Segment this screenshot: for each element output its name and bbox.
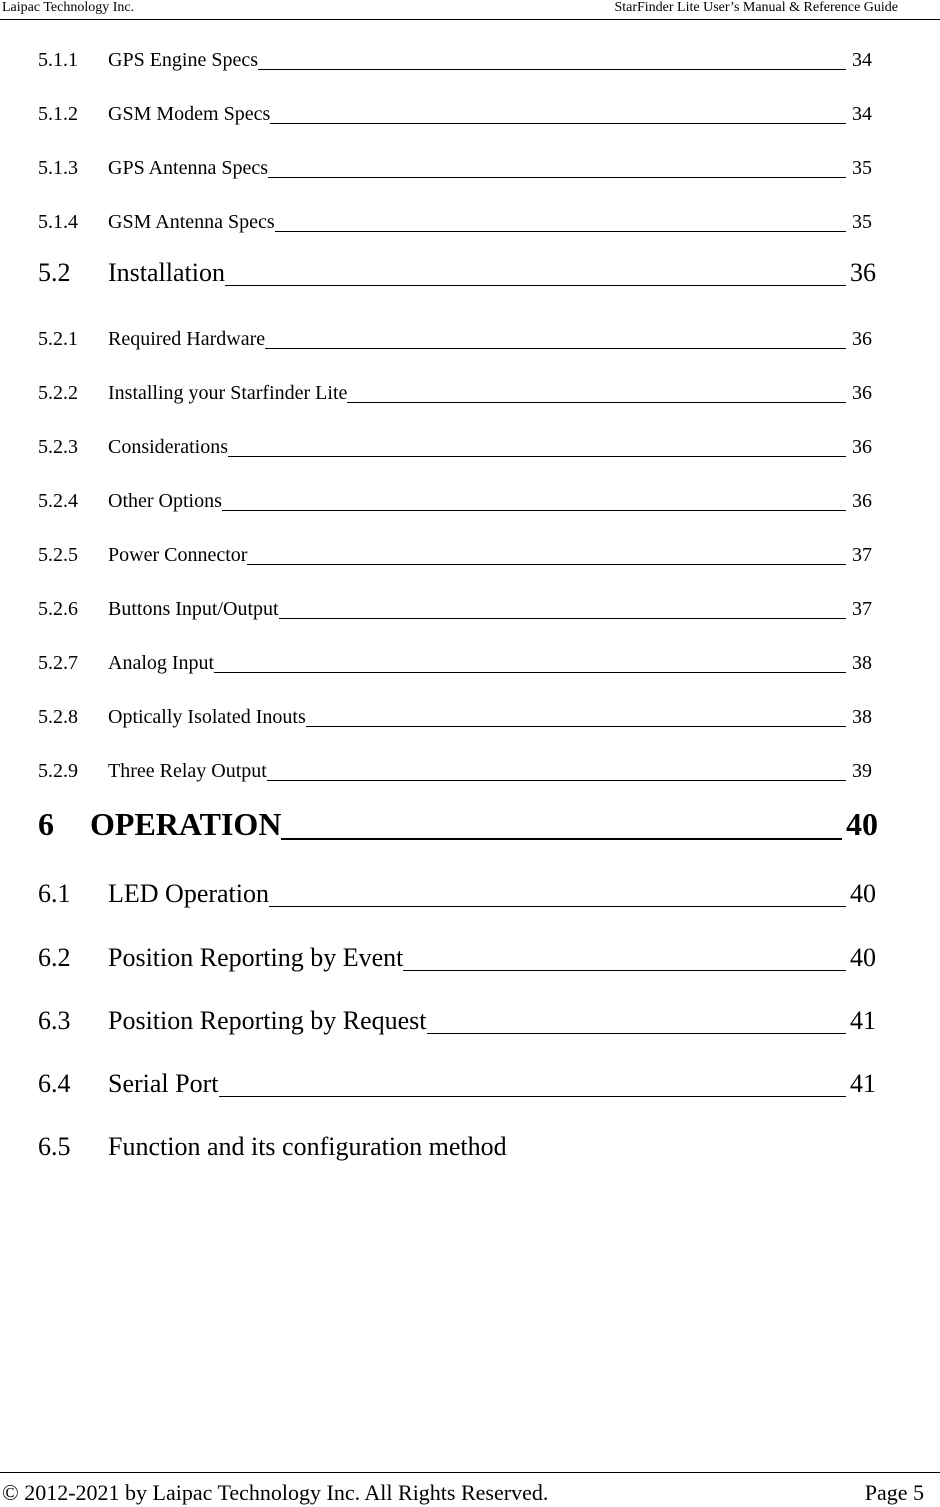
- toc-title: Analog Input: [108, 652, 215, 674]
- toc-title: Installing your Starfinder Lite: [108, 382, 348, 404]
- toc-title: Position Reporting by Request: [108, 1006, 427, 1035]
- toc-title: Three Relay Output: [108, 760, 267, 782]
- footer-page-number: Page 5: [864, 1480, 924, 1505]
- toc-page: 37: [852, 544, 872, 566]
- toc-entry[interactable]: [38, 194, 878, 234]
- toc-number: 5.2.1: [38, 328, 78, 350]
- toc-page: 40: [846, 806, 878, 842]
- toc-page: 36: [850, 258, 876, 287]
- toc-entry[interactable]: [38, 802, 878, 842]
- toc-entry[interactable]: [38, 527, 878, 567]
- toc-title: Function and its configuration method: [108, 1132, 507, 1161]
- toc-entry[interactable]: [38, 248, 878, 288]
- toc-title: GSM Modem Specs: [108, 103, 271, 125]
- toc-entry[interactable]: [38, 365, 878, 405]
- toc-entry[interactable]: [38, 1122, 878, 1162]
- toc-page: 37: [852, 598, 872, 620]
- toc-number: 5.2.7: [38, 652, 78, 674]
- page-header: [0, 0, 940, 20]
- toc-number: 5.2: [38, 258, 71, 287]
- toc-page: 36: [852, 436, 872, 458]
- toc-number: 6.2: [38, 943, 71, 972]
- toc-leader: [108, 672, 846, 673]
- page-footer: [0, 1472, 940, 1507]
- toc-title: OPERATION: [90, 806, 282, 842]
- toc-page: 36: [852, 382, 872, 404]
- toc-entry[interactable]: [38, 743, 878, 783]
- toc-title: GPS Engine Specs: [108, 49, 258, 71]
- toc-number: 5.1.2: [38, 103, 78, 125]
- footer-copyright: © 2012-2021 by Laipac Technology Inc. All Rights Reserved.: [2, 1480, 549, 1505]
- toc-number: 5.2.8: [38, 706, 78, 728]
- header-company: Laipac Technology Inc.: [2, 0, 135, 15]
- toc-title: Other Options: [108, 490, 222, 512]
- toc-number: 5.2.2: [38, 382, 78, 404]
- toc-number: 5.1.3: [38, 157, 78, 179]
- toc-number: 6.1: [38, 879, 71, 908]
- toc-entry[interactable]: [38, 635, 878, 675]
- toc-entry[interactable]: [38, 869, 878, 909]
- toc-number: 5.2.4: [38, 490, 78, 512]
- toc-title: GSM Antenna Specs: [108, 211, 275, 233]
- toc-entry[interactable]: [38, 689, 878, 729]
- toc-number: 6.4: [38, 1069, 71, 1098]
- toc-entry[interactable]: [38, 933, 878, 973]
- toc-title: Optically Isolated Inouts: [108, 706, 306, 728]
- toc-title: Buttons Input/Output: [108, 598, 279, 620]
- toc-page: 39: [852, 760, 872, 782]
- toc-page: 34: [852, 49, 872, 71]
- toc-number: 6.3: [38, 1006, 71, 1035]
- toc-number: 6.5: [38, 1132, 71, 1161]
- toc-entry[interactable]: [38, 996, 878, 1036]
- toc-page: 35: [852, 211, 872, 233]
- toc-number: 5.2.3: [38, 436, 78, 458]
- toc-number: 5.1.4: [38, 211, 78, 233]
- header-document-title: StarFinder Lite User’s Manual & Reference Guide: [614, 0, 898, 15]
- toc-title: Power Connector: [108, 544, 248, 566]
- toc-page: 38: [852, 652, 872, 674]
- toc-page: 40: [850, 943, 876, 972]
- toc-number: 5.2.9: [38, 760, 78, 782]
- toc-title: Installation: [108, 258, 225, 287]
- toc-entry[interactable]: [38, 1059, 878, 1099]
- toc-title: Considerations: [108, 436, 228, 458]
- toc-number: 5.2.6: [38, 598, 78, 620]
- toc-entry[interactable]: [38, 311, 878, 351]
- toc-page: 40: [850, 879, 876, 908]
- toc-title: GPS Antenna Specs: [108, 157, 268, 179]
- toc-page: 34: [852, 103, 872, 125]
- toc-entry[interactable]: [38, 473, 878, 513]
- toc-page: 38: [852, 706, 872, 728]
- toc-number: 5.1.1: [38, 49, 78, 71]
- toc-page: 41: [850, 1069, 876, 1098]
- toc-title: Position Reporting by Event: [108, 943, 404, 972]
- toc-title: Serial Port: [108, 1069, 219, 1098]
- toc-entry[interactable]: [38, 581, 878, 621]
- toc-entry[interactable]: [38, 140, 878, 180]
- toc-entry[interactable]: [38, 32, 878, 72]
- toc-page: 35: [852, 157, 872, 179]
- toc-number: 5.2.5: [38, 544, 78, 566]
- toc-title: LED Operation: [108, 879, 270, 908]
- toc-number: 6: [38, 806, 54, 842]
- toc-entry[interactable]: [38, 419, 878, 459]
- toc-page: 36: [852, 328, 872, 350]
- toc-entry[interactable]: [38, 86, 878, 126]
- toc-page: 36: [852, 490, 872, 512]
- toc-page: 41: [850, 1006, 876, 1035]
- toc-title: Required Hardware: [108, 328, 266, 350]
